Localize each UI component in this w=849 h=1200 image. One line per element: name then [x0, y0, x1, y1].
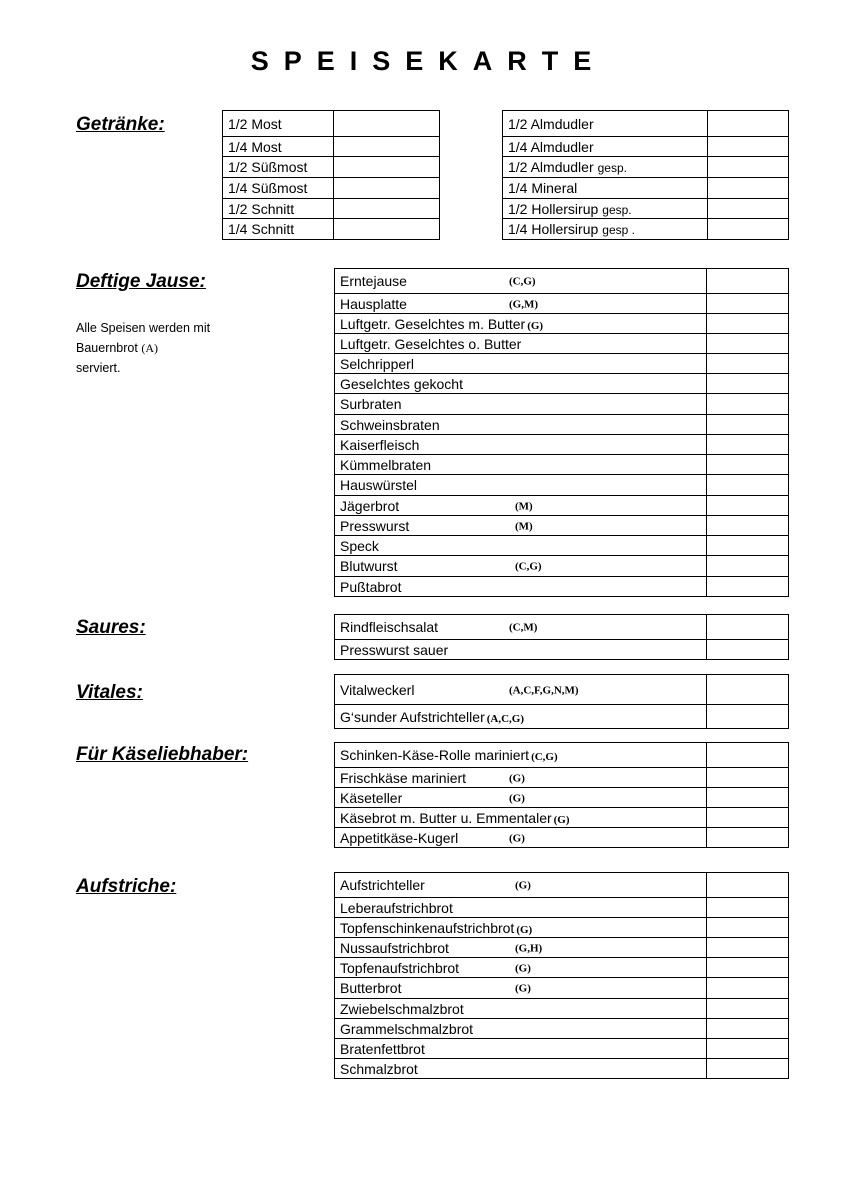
allergen-codes: (G) [509, 772, 525, 785]
section-heading-kaese: Für Käseliebhaber: [76, 744, 249, 765]
section-heading-getraenke: Getränke: [76, 114, 165, 135]
menu-item-cell [335, 743, 707, 768]
menu-item-cell [335, 999, 707, 1019]
price-cell [707, 898, 789, 918]
price-cell [707, 743, 789, 768]
allergen-codes: (G) [516, 923, 533, 936]
menu-row [335, 1059, 789, 1079]
allergen-codes: (C,G) [509, 275, 536, 288]
menu-row [335, 415, 789, 435]
menu-item-name: Käseteller [340, 789, 403, 806]
menu-item-name: Schweinsbraten [340, 416, 440, 433]
menu-item-name: 1/2 Almdudler [508, 159, 594, 175]
menu-row [335, 743, 789, 768]
menu-item-name: Grammelschmalzbrot [340, 1020, 474, 1037]
allergen-codes: (G) [553, 813, 570, 826]
menu-row [335, 536, 789, 556]
menu-item-name: Aufstrichteller [340, 877, 425, 893]
menu-row [503, 199, 789, 219]
menu-item-name: Topfenaufstrichbrot [340, 959, 460, 976]
menu-item-name: 1/4 Mineral [508, 180, 578, 196]
allergen-codes: (G) [515, 982, 531, 995]
allergen-codes: (C,G) [515, 560, 542, 573]
menu-item-cell [335, 374, 707, 394]
menu-item-cell [335, 808, 707, 828]
price-cell [707, 435, 789, 455]
menu-item-cell [335, 455, 707, 475]
menu-row [335, 675, 789, 705]
menu-item-name: Schmalzbrot [340, 1060, 418, 1077]
price-cell [707, 615, 789, 640]
menu-item-cell [223, 137, 334, 157]
price-cell [707, 918, 789, 938]
menu-row [335, 516, 789, 536]
menu-row [223, 137, 440, 157]
price-cell [707, 314, 789, 334]
price-cell [707, 516, 789, 536]
price-cell [708, 178, 789, 199]
price-cell [707, 334, 789, 354]
menu-item-cell [503, 199, 708, 219]
menu-row [335, 808, 789, 828]
menu-row [503, 157, 789, 178]
bread-note-line2: Bauernbrot [76, 341, 138, 355]
menu-item-cell [335, 556, 707, 577]
price-cell [334, 219, 440, 240]
menu-item-cell [335, 938, 707, 958]
price-cell [707, 640, 789, 660]
menu-item-cell [335, 828, 707, 848]
price-cell [707, 999, 789, 1019]
price-cell [708, 199, 789, 219]
menu-item-name: 1/2 Süßmost [228, 159, 308, 175]
price-cell [707, 475, 789, 496]
menu-item-suffix: gesp . [602, 223, 635, 237]
bread-note [76, 318, 210, 378]
menu-row [335, 334, 789, 354]
menu-row [335, 475, 789, 496]
price-cell [707, 808, 789, 828]
price-cell [707, 269, 789, 294]
menu-item-name: 1/2 Hollersirup [508, 200, 599, 217]
menu-row [335, 1019, 789, 1039]
price-cell [707, 496, 789, 516]
menu-row [335, 768, 789, 788]
menu-item-name: Kaiserfleisch [340, 436, 420, 453]
menu-row [335, 978, 789, 999]
price-cell [708, 157, 789, 178]
price-cell [707, 675, 789, 705]
section-heading-aufstriche: Aufstriche: [76, 876, 177, 897]
menu-item-cell [335, 918, 707, 938]
menu-item-name: Frischkäse mariniert [340, 769, 467, 786]
price-cell [334, 157, 440, 178]
menu-item-name: 1/4 Most [228, 138, 282, 155]
allergen-codes: (G,M) [509, 298, 539, 311]
section-heading-vitales: Vitales: [76, 682, 143, 703]
menu-item-name: 1/2 Most [228, 115, 282, 132]
menu-item-name: 1/4 Süßmost [228, 180, 308, 196]
menu-row [335, 294, 789, 314]
menu-item-name: 1/4 Hollersirup [508, 221, 599, 237]
menu-item-cell [335, 314, 707, 334]
price-cell [707, 536, 789, 556]
menu-row [335, 556, 789, 577]
menu-row [503, 178, 789, 199]
allergen-codes: (A,C,F,G,N,M) [509, 684, 579, 697]
kaese-table [334, 742, 789, 848]
menu-item-cell [335, 898, 707, 918]
menu-item-suffix: gesp. [597, 161, 627, 175]
menu-item-cell [503, 137, 708, 157]
allergen-codes: (G) [515, 879, 531, 892]
drinks-table-left [222, 110, 440, 240]
menu-item-cell [223, 219, 334, 240]
menu-item-cell [503, 219, 708, 240]
menu-row [335, 1039, 789, 1059]
bread-note-line3: serviert. [76, 361, 121, 375]
menu-item-name: 1/2 Almdudler [508, 115, 594, 132]
price-cell [334, 111, 440, 137]
menu-item-name: Luftgetr. Geselchtes m. Butter [340, 315, 526, 332]
menu-item-name: Kümmelbraten [340, 456, 432, 473]
menu-item-name: Geselchtes gekocht [340, 375, 463, 392]
menu-row [335, 898, 789, 918]
menu-row [335, 269, 789, 294]
menu-item-cell [335, 354, 707, 374]
price-cell [707, 958, 789, 978]
menu-row [335, 788, 789, 808]
allergen-codes: (M) [515, 520, 533, 533]
price-cell [707, 1019, 789, 1039]
menu-item-name: Zwiebelschmalzbrot [340, 1000, 464, 1017]
menu-item-name: Presswurst sauer [340, 641, 449, 658]
page-title: SPEISEKARTE [250, 46, 607, 76]
menu-row [335, 455, 789, 475]
allergen-codes: (G) [509, 792, 525, 805]
menu-item-suffix: gesp. [602, 202, 632, 217]
menu-item-name: Topfenschinkenaufstrichbrot [340, 919, 515, 936]
menu-item-cell [335, 788, 707, 808]
price-cell [334, 137, 440, 157]
menu-row [335, 640, 789, 660]
menu-item-name: Erntejause [340, 273, 407, 289]
price-cell [708, 111, 789, 137]
price-cell [707, 556, 789, 577]
menu-item-cell [335, 269, 707, 294]
price-cell [708, 219, 789, 240]
vitales-table [334, 674, 789, 729]
menu-row [335, 705, 789, 729]
menu-item-cell [335, 615, 707, 640]
menu-item-cell [335, 1039, 707, 1059]
jause-table [334, 268, 789, 597]
menu-item-cell [335, 705, 707, 729]
menu-item-cell [335, 873, 707, 898]
menu-item-name: Leberaufstrichbrot [340, 899, 453, 916]
menu-item-name: 1/4 Almdudler [508, 138, 594, 155]
price-cell [334, 178, 440, 199]
price-cell [707, 938, 789, 958]
menu-row [335, 354, 789, 374]
allergen-codes: (G) [527, 319, 544, 332]
menu-item-cell [335, 675, 707, 705]
menu-item-cell [335, 435, 707, 455]
bread-note-line1: Alle Speisen werden mit [76, 321, 211, 335]
menu-item-name: 1/2 Schnitt [228, 200, 295, 217]
menu-item-name: Schinken-Käse-Rolle mariniert [340, 747, 530, 763]
menu-row [223, 199, 440, 219]
menu-item-name: Surbraten [340, 396, 402, 412]
menu-item-name: G‘sunder Aufstrichteller [340, 708, 485, 725]
menu-item-name: Butterbrot [340, 980, 402, 996]
menu-item-cell [223, 111, 334, 137]
menu-item-cell [335, 1019, 707, 1039]
menu-row [335, 496, 789, 516]
menu-item-name: Luftgetr. Geselchtes o. Butter [340, 335, 522, 352]
menu-row [335, 435, 789, 455]
allergen-codes: (G) [515, 962, 531, 975]
menu-item-cell [335, 496, 707, 516]
allergen-codes: (G) [509, 832, 525, 845]
menu-item-name: Presswurst [340, 517, 410, 534]
menu-row [335, 394, 789, 415]
menu-row [223, 178, 440, 199]
menu-item-name: Vitalweckerl [340, 681, 415, 698]
allergen-codes: (G,H) [515, 942, 543, 955]
menu-item-name: Pußtabrot [340, 578, 402, 595]
section-heading-saures: Saures: [76, 617, 146, 638]
menu-row [335, 374, 789, 394]
price-cell [707, 978, 789, 999]
menu-row [223, 111, 440, 137]
saures-table [334, 614, 789, 660]
menu-row [335, 577, 789, 597]
price-cell [707, 354, 789, 374]
price-cell [707, 455, 789, 475]
menu-row [335, 314, 789, 334]
menu-row [335, 615, 789, 640]
menu-row [335, 918, 789, 938]
allergen-codes: (C,G) [531, 751, 558, 763]
menu-item-name: Blutwurst [340, 558, 398, 574]
menu-row [503, 137, 789, 157]
price-cell [708, 137, 789, 157]
aufstriche-table [334, 872, 789, 1079]
menu-item-cell [335, 516, 707, 536]
menu-item-name: Bratenfettbrot [340, 1040, 425, 1057]
menu-item-cell [335, 978, 707, 999]
menu-row [503, 111, 789, 137]
menu-row [335, 999, 789, 1019]
menu-item-cell [335, 334, 707, 354]
menu-item-name: Hausplatte [340, 295, 407, 312]
menu-item-cell [335, 958, 707, 978]
price-cell [707, 788, 789, 808]
menu-item-name: Jägerbrot [340, 497, 400, 514]
price-cell [334, 199, 440, 219]
menu-item-cell [503, 157, 708, 178]
menu-row [503, 219, 789, 240]
menu-row [335, 938, 789, 958]
price-cell [707, 577, 789, 597]
menu-item-name: Speck [340, 537, 379, 554]
menu-item-cell [335, 415, 707, 435]
menu-item-cell [335, 768, 707, 788]
price-cell [707, 873, 789, 898]
menu-item-name: Rindfleischsalat [340, 619, 439, 635]
menu-item-cell [223, 199, 334, 219]
menu-item-cell [503, 111, 708, 137]
price-cell [707, 374, 789, 394]
menu-item-name: Nussaufstrichbrot [340, 939, 449, 956]
price-cell [707, 294, 789, 314]
price-cell [707, 705, 789, 729]
menu-item-cell [223, 178, 334, 199]
menu-item-cell [335, 294, 707, 314]
allergen-codes: (A,C,G) [486, 712, 525, 725]
menu-row [335, 828, 789, 848]
menu-item-name: Hauswürstel [340, 477, 418, 493]
menu-row [223, 157, 440, 178]
drinks-table-right [502, 110, 789, 240]
menu-item-cell [503, 178, 708, 199]
menu-item-cell [335, 1059, 707, 1079]
menu-item-name: Käsebrot m. Butter u. Emmentaler [340, 809, 552, 826]
price-cell [707, 394, 789, 415]
menu-item-name: Selchripperl [340, 355, 414, 372]
allergen-codes: (M) [515, 500, 533, 513]
menu-item-cell [335, 536, 707, 556]
menu-row [335, 873, 789, 898]
menu-row [335, 958, 789, 978]
menu-item-cell [335, 475, 707, 496]
menu-row [223, 219, 440, 240]
price-cell [707, 415, 789, 435]
menu-item-cell [223, 157, 334, 178]
allergen-codes: (C,M) [509, 621, 538, 634]
section-heading-jause: Deftige Jause: [76, 271, 206, 292]
price-cell [707, 1059, 789, 1079]
menu-item-cell [335, 577, 707, 597]
menu-item-cell [335, 394, 707, 415]
menu-item-name: 1/4 Schnitt [228, 221, 295, 237]
price-cell [707, 828, 789, 848]
price-cell [707, 768, 789, 788]
price-cell [707, 1039, 789, 1059]
menu-item-name: Appetitkäse-Kugerl [340, 829, 459, 846]
menu-item-cell [335, 640, 707, 660]
bread-note-allergen: (A) [141, 341, 159, 355]
